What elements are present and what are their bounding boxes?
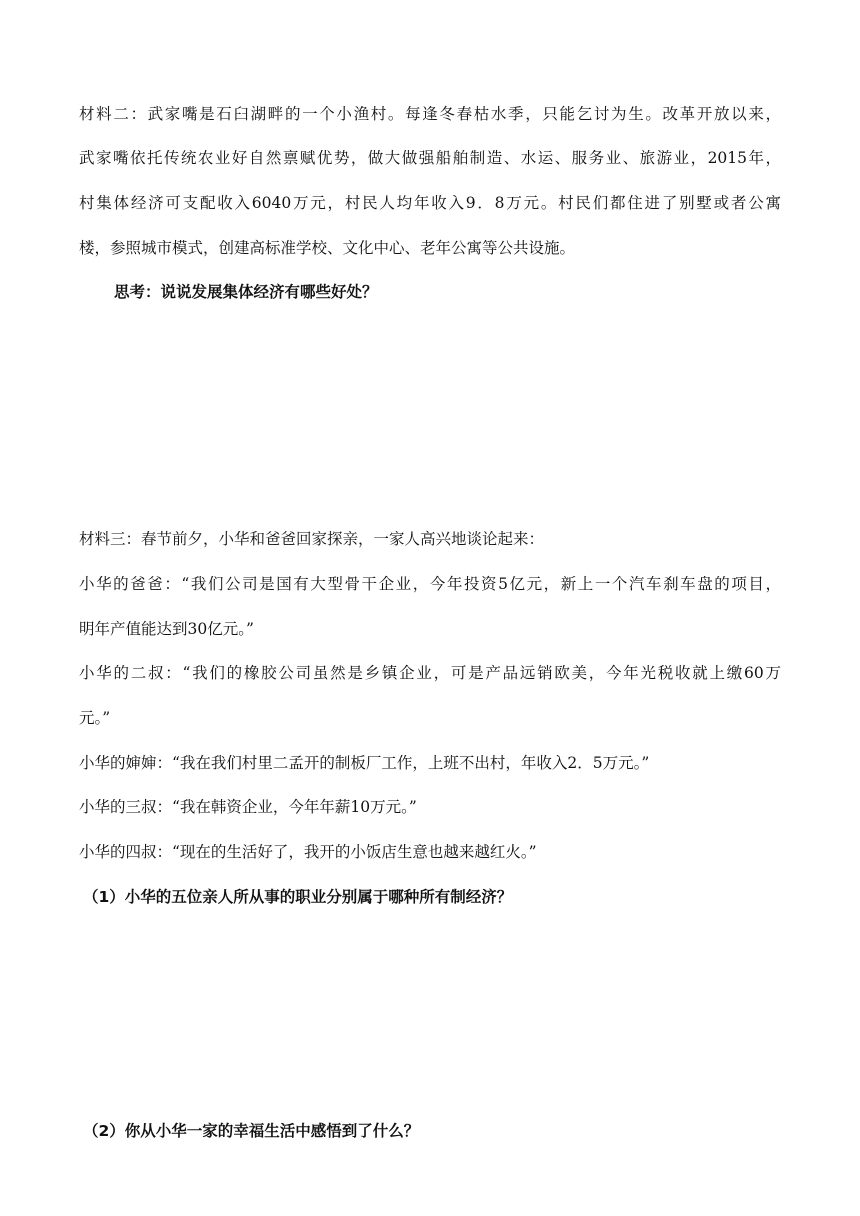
father-line-1: 小华的爸爸：“我们公司是国有大型骨干企业，今年投资5亿元，新上一个汽车刹车盘的项目， (79, 575, 781, 593)
uncle2-line-1: 小华的二叔：“我们的橡胶公司虽然是乡镇企业，可是产品远销欧美，今年光税收就上缴60万 (79, 664, 781, 682)
material2-line-3: 村集体经济可支配收入6040万元，村民人均年收入9．8万元。村民们都住进了别墅或者公寓 (79, 194, 781, 212)
material2-question: 思考：说说发展集体经济有哪些好处？ (114, 283, 378, 301)
uncle3-line: 小华的三叔：“我在韩资企业，今年年薪10万元。” (79, 798, 417, 816)
material2-line-1: 材料二：武家嘴是石臼湖畔的一个小渔村。每逢冬春枯水季，只能乞讨为生。改革开放以来， (79, 105, 781, 123)
question-2: （2）你从小华一家的幸福生活中感悟到了什么？ (83, 1122, 420, 1140)
question-1: （1）小华的五位亲人所从事的职业分别属于哪种所有制经济？ (83, 888, 513, 906)
uncle4-line: 小华的四叔：“现在的生活好了，我开的小饭店生意也越来越红火。” (79, 843, 537, 861)
material3-intro: 材料三：春节前夕，小华和爸爸回家探亲，一家人高兴地谈论起来： (79, 530, 545, 548)
material2-line-2: 武家嘴依托传统农业好自然禀赋优势，做大做强船舶制造、水运、服务业、旅游业，2015年， (79, 149, 781, 167)
uncle2-line-2: 元。” (79, 709, 111, 727)
sister-line: 小华的婶婶：“我在我们村里二孟开的制板厂工作，上班不出村，年收入2．5万元。” (79, 754, 650, 772)
father-line-2: 明年产值能达到30亿元。” (79, 620, 254, 638)
material2-line-4: 楼，参照城市模式，创建高标准学校、文化中心、老年公寓等公共设施。 (79, 239, 576, 257)
